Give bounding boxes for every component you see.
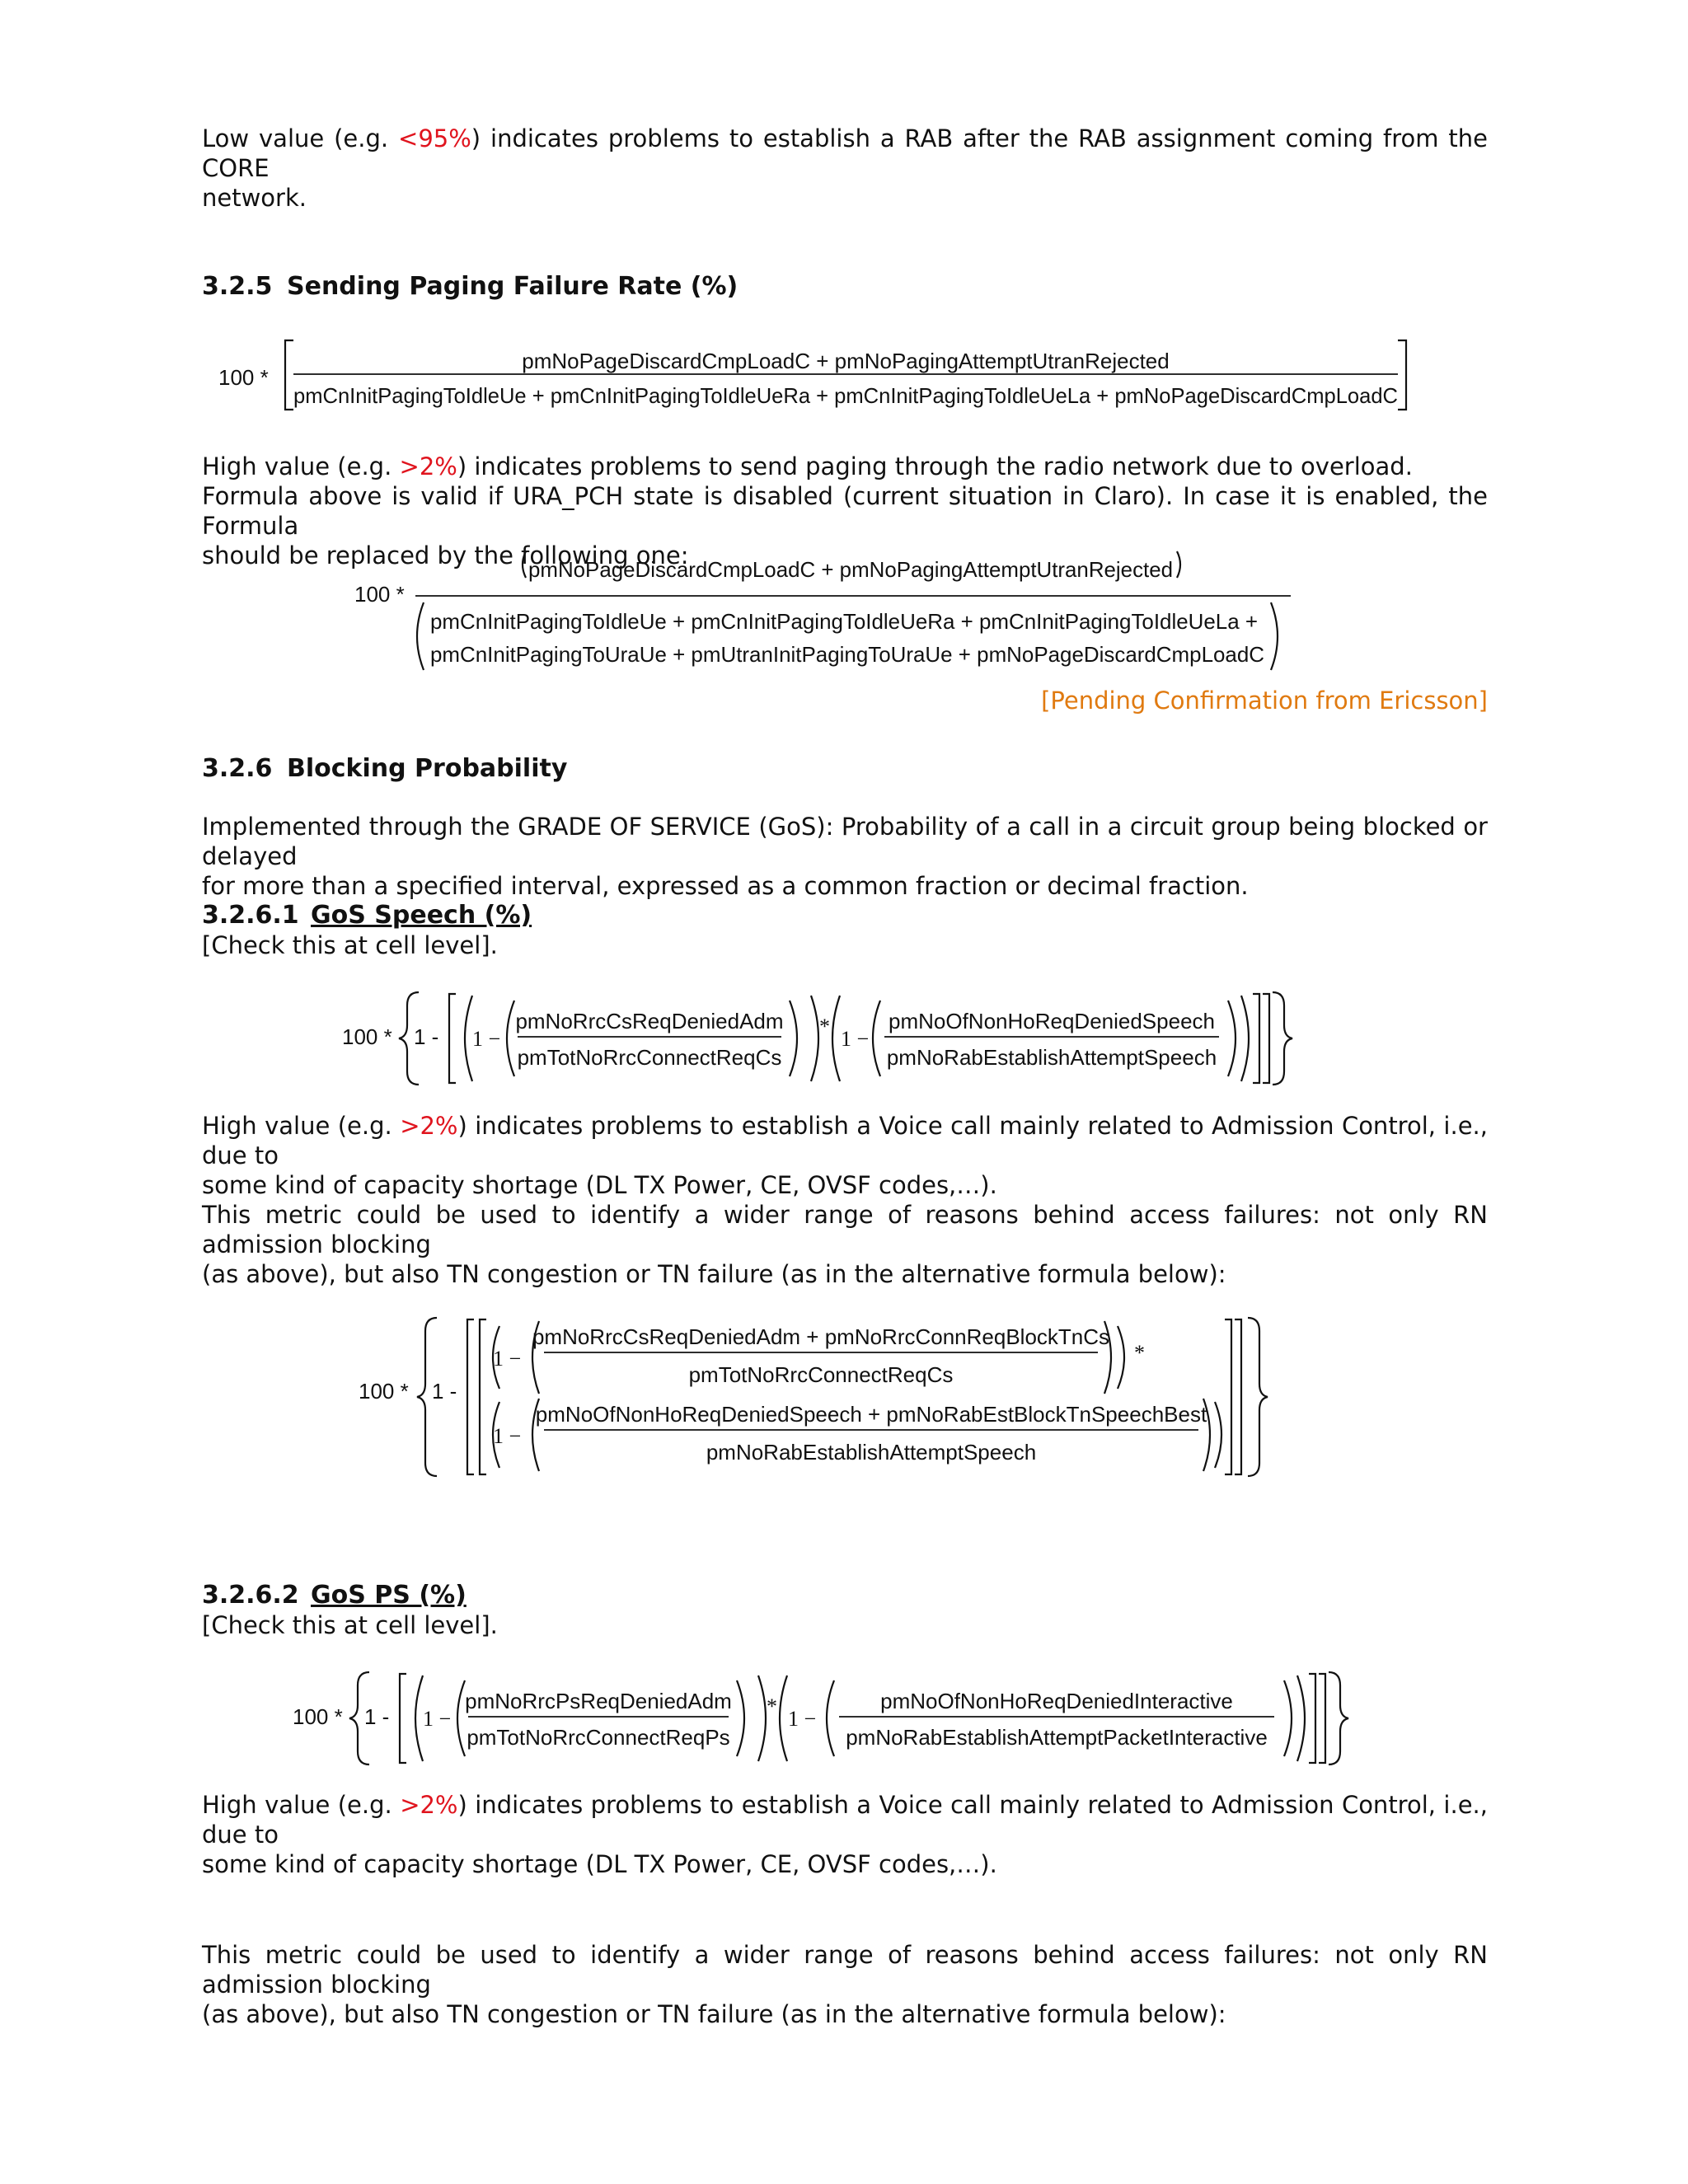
right-bracket [1398, 340, 1406, 410]
svg-text:pmNoRabEstablishAttemptSpeech: pmNoRabEstablishAttemptSpeech [706, 1440, 1037, 1465]
svg-text:1 −: 1 − [423, 1707, 452, 1731]
svg-text:100 *: 100 * [293, 1704, 343, 1729]
svg-text:100 *: 100 * [218, 365, 269, 390]
svg-text:pmNoOfNonHoReqDeniedSpeech + p: pmNoOfNonHoReqDeniedSpeech + pmNoRabEstBlockTnSpeechBest [535, 1402, 1207, 1427]
svg-text:pmNoOfNonHoReqDeniedSpeech: pmNoOfNonHoReqDeniedSpeech [888, 1009, 1216, 1033]
formula-paging-failure-rate-ura-pch [353, 548, 1292, 684]
svg-text:1 −: 1 − [493, 1424, 522, 1448]
section-heading-3-2-6: 3.2.6 Blocking Probability [202, 754, 568, 783]
paragraph-wider-range-reasons-ps: This metric could be used to identify a wider range of reasons behind access failures: not only RN admission blocking (as above), but also TN congestion or TN failure (as in the alternative formula below): [202, 1941, 1488, 2028]
paragraph-low-value-rab: Low value (e.g. <95%) indicates problems to establish a RAB after the RAB assignment coming from the CORE network. [202, 124, 1488, 212]
svg-text:1 -: 1 - [364, 1704, 390, 1729]
section-heading-3-2-6-2: 3.2.6.2 GoS PS (%) [202, 1581, 467, 1610]
svg-text:pmNoRrcPsReqDeniedAdm: pmNoRrcPsReqDeniedAdm [465, 1689, 732, 1713]
section-heading-3-2-5: 3.2.5 Sending Paging Failure Rate (%) [202, 272, 738, 301]
svg-text:*: * [819, 1015, 830, 1038]
svg-text:pmTotNoRrcConnectReqCs: pmTotNoRrcConnectReqCs [688, 1362, 954, 1387]
svg-text:1 −: 1 − [493, 1347, 522, 1371]
svg-text:pmNoPageDiscardCmpLoadC + pmNo: pmNoPageDiscardCmpLoadC + pmNoPagingAttemptUtranRejected [522, 349, 1170, 373]
svg-text:pmNoRrcCsReqDeniedAdm: pmNoRrcCsReqDeniedAdm [515, 1009, 784, 1033]
svg-text:*: * [767, 1694, 777, 1718]
threshold-red: >2% [400, 1112, 458, 1140]
right-brace [1248, 1318, 1268, 1476]
paragraph-high-value-voice-ps: High value (e.g. >2%) indicates problems to establish a Voice call mainly related to Admission Control, i.e., due to some kind of capacity shortage (DL TX Power, CE, OVSF codes,…). [202, 1791, 1488, 1878]
threshold-red: >2% [400, 1791, 458, 1819]
svg-text:100 *: 100 * [354, 582, 405, 607]
right-brace [1329, 1672, 1348, 1765]
check-cell-level-note: [Check this at cell level]. [202, 1611, 498, 1639]
svg-text:pmNoRrcCsReqDeniedAdm + pmNoRr: pmNoRrcCsReqDeniedAdm + pmNoRrcConnReqBlockTnCs [532, 1324, 1110, 1349]
section-heading-3-2-6-1: 3.2.6.1 GoS Speech (%) [202, 901, 532, 930]
paragraph-wider-range-reasons: This metric could be used to identify a wider range of reasons behind access failures: not only RN admission blocking (as above), but also TN congestion or TN failure (as in the alternative formula below): [202, 1201, 1488, 1288]
paragraph-high-value-voice: High value (e.g. >2%) indicates problems to establish a Voice call mainly related to Admission Control, i.e., due to some kind of capacity shortage (DL TX Power, CE, OVSF codes,…). [202, 1112, 1488, 1199]
check-cell-level-note: [Check this at cell level]. [202, 931, 498, 959]
svg-text:pmNoPageDiscardCmpLoadC + pmNo: pmNoPageDiscardCmpLoadC + pmNoPagingAttemptUtranRejected [528, 557, 1173, 582]
svg-text:pmTotNoRrcConnectReqCs: pmTotNoRrcConnectReqCs [517, 1045, 782, 1070]
svg-text:pmTotNoRrcConnectReqPs: pmTotNoRrcConnectReqPs [467, 1725, 730, 1750]
formula-gos-speech [338, 989, 1294, 1088]
left-bracket [285, 340, 293, 410]
threshold-red: >2% [399, 452, 457, 480]
svg-text:pmNoOfNonHoReqDeniedInteractiv: pmNoOfNonHoReqDeniedInteractive [880, 1689, 1233, 1713]
svg-text:*: * [1134, 1341, 1145, 1365]
right-brace [1273, 992, 1292, 1085]
svg-text:1 -: 1 - [432, 1379, 457, 1404]
threshold-red: <95% [398, 124, 471, 152]
svg-text:pmNoRabEstablishAttemptSpeech: pmNoRabEstablishAttemptSpeech [886, 1045, 1217, 1070]
svg-text:pmCnInitPagingToIdleUe + pmCnI: pmCnInitPagingToIdleUe + pmCnInitPagingToIdleUeRa + pmCnInitPagingToIdleUeLa + [430, 609, 1258, 634]
svg-text:1 −: 1 − [841, 1027, 870, 1051]
pending-confirmation-note: [Pending Confirmation from Ericsson] [1041, 687, 1488, 715]
svg-text:100 *: 100 * [342, 1024, 392, 1049]
svg-text:pmNoRabEstablishAttemptPacketI: pmNoRabEstablishAttemptPacketInteractive [846, 1725, 1268, 1750]
svg-text:pmCnInitPagingToIdleUe + pmCnI: pmCnInitPagingToIdleUe + pmCnInitPagingToIdleUeRa + pmCnInitPagingToIdleUeLa + pmNoPageDiscardCmpLoadC [293, 383, 1398, 408]
svg-text:1 −: 1 − [788, 1707, 817, 1731]
formula-paging-failure-rate [214, 334, 1434, 416]
svg-text:1 -: 1 - [414, 1024, 439, 1049]
paragraph-high-value-paging: High value (e.g. >2%) indicates problems to send paging through the radio network due to overload. Formula above is valid if URA_PCH state is disabled (current situation in Claro). In case it is enabled, the Formula should be replaced by the following one: [202, 452, 1488, 569]
paragraph-grade-of-service: Implemented through the GRADE OF SERVICE (GoS): Probability of a call in a circuit group being blocked or delayed for more than a specified interval, expressed as a common fraction or decimal fraction. [202, 813, 1488, 900]
svg-text:pmCnInitPagingToUraUe + pmUtra: pmCnInitPagingToUraUe + pmUtranInitPagingToUraUe + pmNoPageDiscardCmpLoadC [430, 642, 1264, 667]
svg-text:100 *: 100 * [359, 1379, 409, 1404]
formula-gos-ps [288, 1669, 1352, 1768]
formula-gos-speech-alternative [354, 1315, 1278, 1479]
svg-text:1 −: 1 − [472, 1027, 501, 1051]
